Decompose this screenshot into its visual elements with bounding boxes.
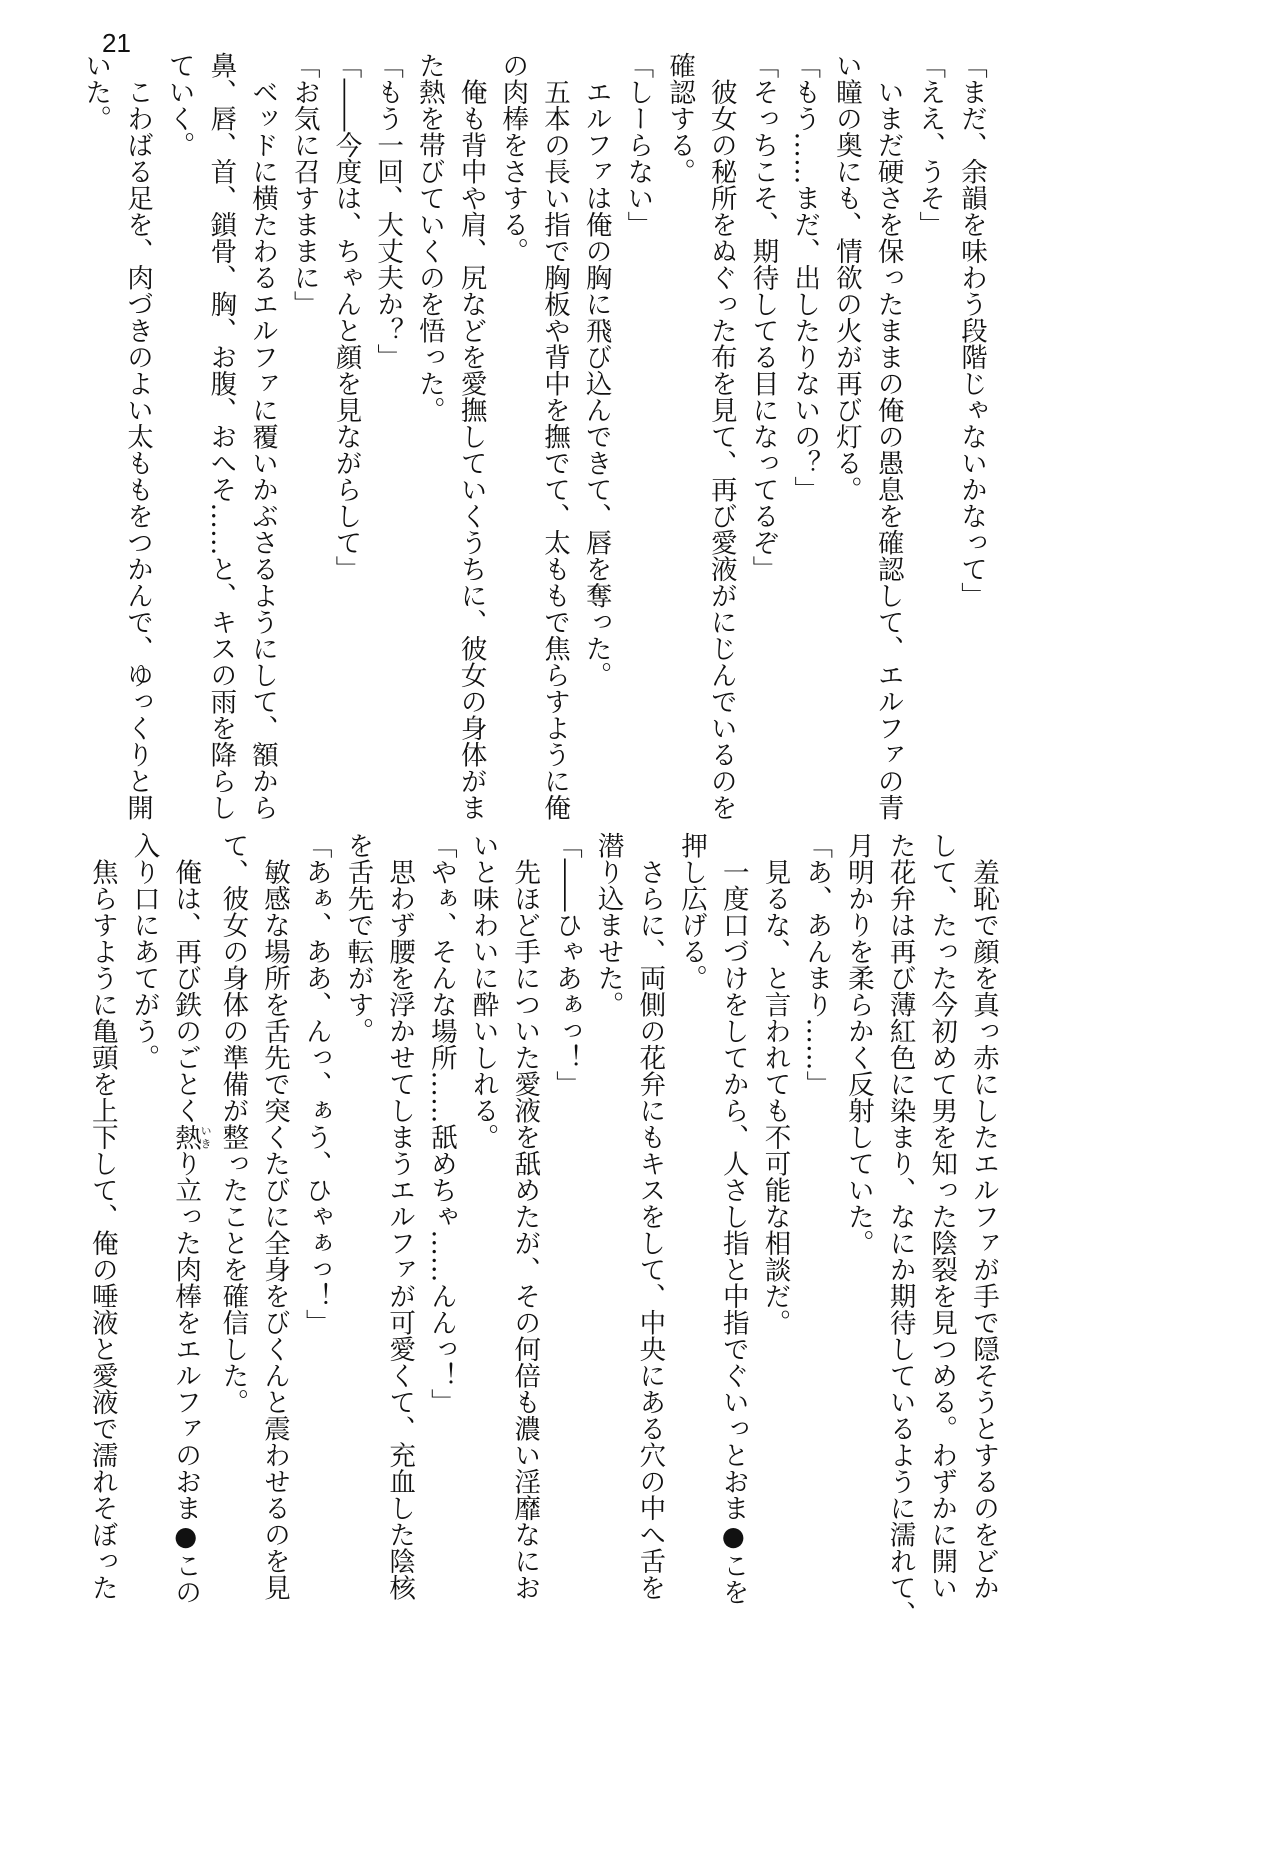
text-line: こわばる足を、肉づきのよい太ももをつかんで、ゆっくりと開 [121, 52, 153, 821]
text-line: 潜り込ませた。 [592, 832, 624, 1018]
text-line: 先ほど手についた愛液を舐めたが、その何倍も濃い淫靡なにお [509, 832, 541, 1601]
text-line: いと味わいに酔いしれる。 [467, 832, 499, 1150]
text-line: 焦らすように亀頭を上下して、俺の唾液と愛液で濡れそぼった [86, 832, 118, 1601]
text-line: た熱を帯びていくのを悟った。 [413, 52, 445, 423]
text-line: 思わず腰を浮かせてしまうエルファが可愛くて、充血した陰核 [384, 832, 416, 1601]
text-line: 「まだ、余韻を味わう段階じゃないかなって」 [956, 52, 987, 609]
text-line: た花弁は再び薄紅色に染まり、なにか期待しているように濡れて、 [884, 832, 916, 1627]
text-line: いまだ硬さを保ったままの俺の愚息を確認して、エルファの青 [872, 52, 904, 821]
ruby-base: 熱 [170, 1123, 202, 1150]
text-segment: 俺は、再び鉄のごとく [170, 832, 202, 1124]
text-segment: り立った肉棒をエルファのおま●この [170, 1150, 202, 1605]
text-line: 月明かりを柔らかく反射していた。 [842, 832, 874, 1256]
text-line: 押し広げる。 [676, 832, 708, 991]
text-line: 「しーらない」 [622, 52, 654, 238]
text-line: 「あぁ、ああ、んっ、ぁう、ひゃぁっ！」 [300, 832, 332, 1336]
text-line: 羞恥で顔を真っ赤にしたエルファが手で隠そうとするのをどか [968, 832, 999, 1601]
text-line: 「もう一回、大丈夫か？」 [372, 52, 404, 370]
text-line [164, 832, 213, 1605]
text-line: の肉棒をさする。 [497, 52, 529, 264]
text-line: 「お気に召すままに」 [288, 52, 320, 317]
text-line: 「もう……まだ、出したりないの？」 [789, 52, 821, 503]
text-line: して、たった今初めて男を知った陰裂を見つめる。わずかに開い [926, 832, 958, 1601]
text-line: 確認する。 [664, 52, 696, 185]
text-line: 「そっちこそ、期待してる目になってるぞ」 [747, 52, 779, 582]
text-line: さらに、両側の花弁にもキスをして、中央にある穴の中へ舌を [634, 832, 666, 1601]
text-line: 敏感な場所を舌先で突くたびに全身をびくんと震わせるのを見 [259, 832, 291, 1601]
text-line: 「――今度は、ちゃんと顔を見ながらして」 [330, 52, 362, 582]
text-line: いた。 [80, 52, 112, 132]
text-line: 「やぁ、そんな場所……舐めちゃ……んんっ！」 [425, 832, 457, 1415]
text-line: 一度口づけをしてから、人さし指と中指でぐいっとおま●こを [717, 832, 749, 1605]
ruby-text: いき [199, 1123, 213, 1150]
text-line: て、彼女の身体の準備が整ったことを確信した。 [217, 832, 249, 1415]
top-text-tier [75, 52, 992, 821]
bottom-text-tier [81, 832, 1004, 1627]
text-line: ベッドに横たわるエルファに覆いかぶさるようにして、額から [247, 52, 279, 821]
text-line: 五本の長い指で胸板や背中を撫でて、太ももで焦らすように俺 [538, 52, 570, 821]
text-line: を舌先で転がす。 [342, 832, 374, 1044]
text-line: 「――ひゃあぁっ！」 [550, 832, 582, 1097]
text-line: ていく。 [163, 52, 195, 158]
text-line: 入り口にあてがう。 [128, 832, 160, 1071]
text-line: 「ええ、うそ」 [914, 52, 946, 238]
text-line: い瞳の奥にも、情欲の火が再び灯る。 [830, 52, 862, 503]
page-number: 21 [102, 28, 131, 58]
ruby-annotation [170, 1123, 213, 1151]
text-line: エルファは俺の胸に飛び込んできて、唇を奪った。 [580, 52, 612, 688]
text-line: 鼻、唇、首、鎖骨、胸、お腹、おへそ……と、キスの雨を降らし [205, 52, 237, 821]
text-line: 彼女の秘所をぬぐった布を見て、再び愛液がにじんでいるのを [705, 52, 737, 821]
text-line: 俺も背中や肩、尻などを愛撫していくうちに、彼女の身体がま [455, 52, 487, 821]
text-line: 見るな、と言われても不可能な相談だ。 [759, 832, 791, 1336]
text-line: 「あ、あんまり……」 [801, 832, 833, 1097]
